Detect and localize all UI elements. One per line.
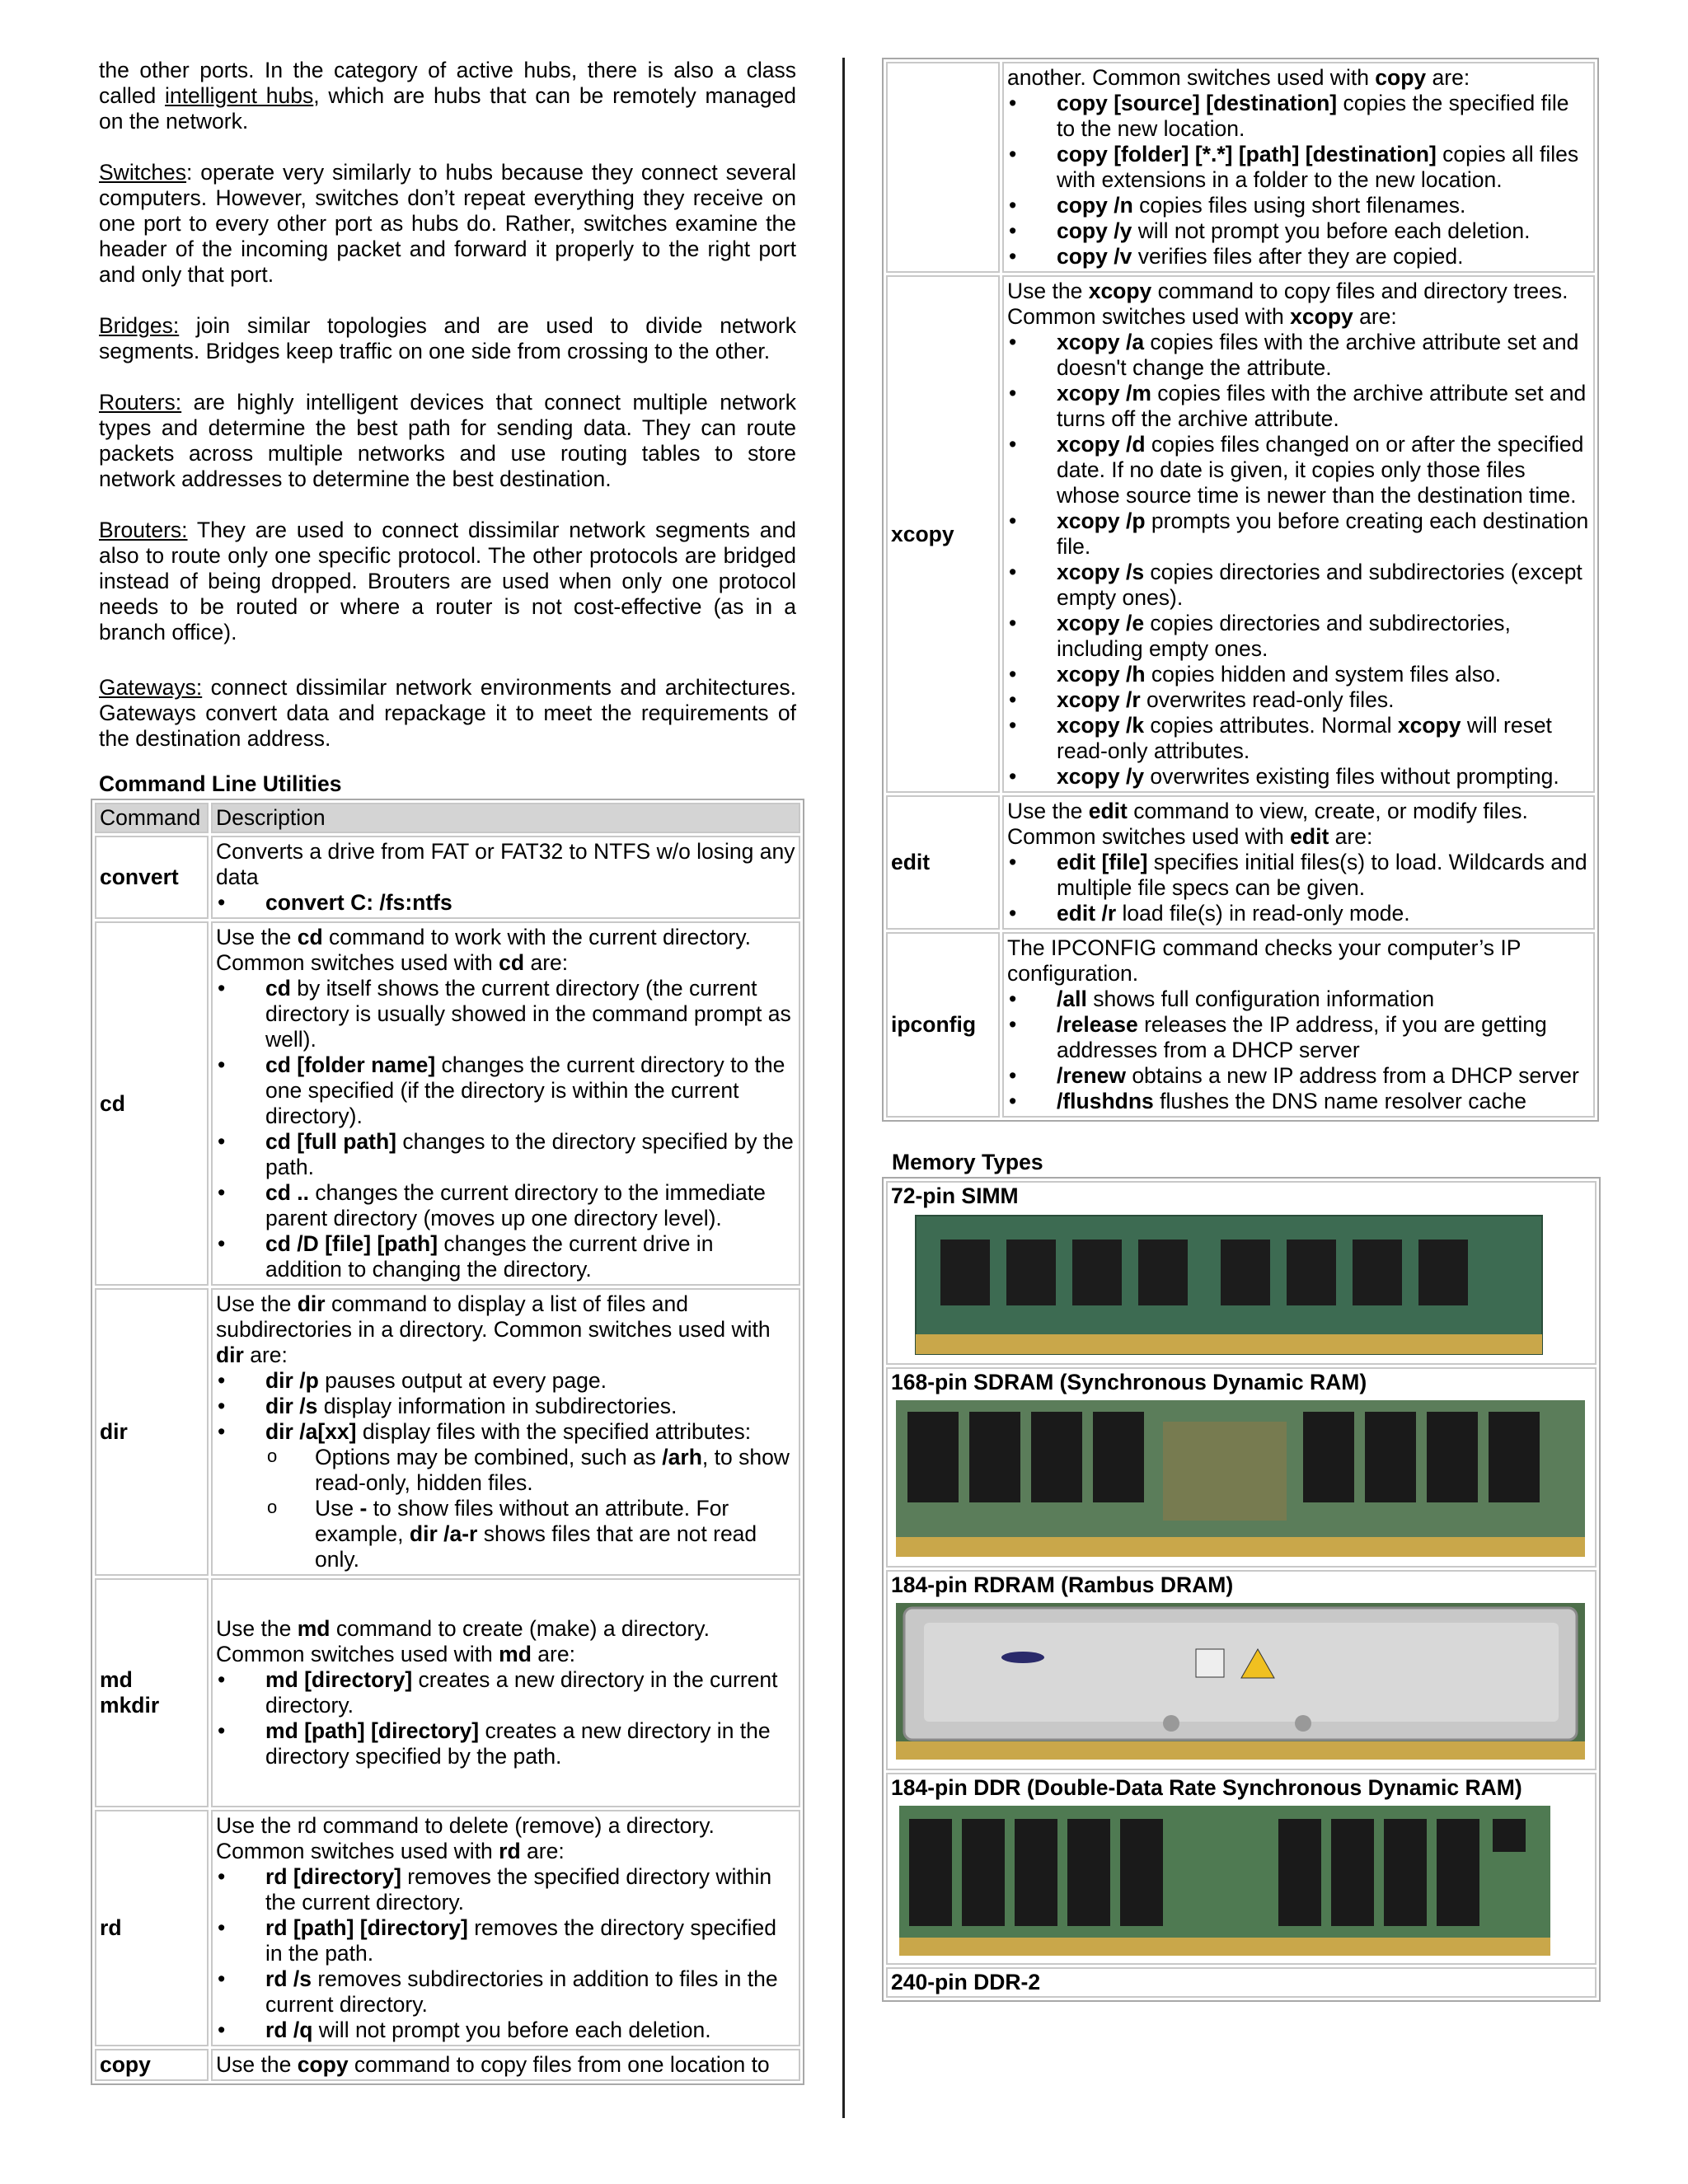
- command-description: Use the md command to create (make) a directory. Common switches used with md are: • md [directory] creates a new directory in the current directory. • md [path] [directory] creates a new directory in the directory specified by the path.: [211, 1578, 800, 1807]
- memory-row: [886, 1570, 1597, 1770]
- command-name: edit: [886, 795, 1000, 930]
- sub-list-item: o Options may be combined, such as /arh, to show read-only, hidden files.: [216, 1445, 795, 1496]
- list-item: • cd .. changes the current directory to the immediate parent directory (moves up one directory level).: [216, 1180, 795, 1231]
- command-table: [91, 799, 804, 2085]
- list-item: • cd [folder name] changes the current directory to the one specified (if the directory is within the current directory).: [216, 1052, 795, 1129]
- list-item: • /renew obtains a new IP address from a DHCP server: [1007, 1063, 1590, 1089]
- simm-module-image: [891, 1211, 1592, 1359]
- list-item: • rd /s removes subdirectories in addition to files in the current directory.: [216, 1966, 795, 2018]
- command-name: ipconfig: [886, 932, 1000, 1118]
- list-item: • rd [directory] removes the specified directory within the current directory.: [216, 1864, 795, 1915]
- command-description: Use the xcopy command to copy files and directory trees. Common switches used with xcopy are: • xcopy /a copies files with the archive attribute set and doesn't change the attribute. • xcopy /m copies files with the archive attribute set and turns off the archive attribute. • xcopy /d copies files changed on or after the specified date. If no date is given, it copies only those files whose source time is newer than the destination time. • xcopy /p prompts you before creating each destination file. • xcopy /s copies directories and subdirectories (except empty ones). • xcopy /e copies directories and subdirectories, including empty ones. • xcopy /h copies hidden and system files also. • xcopy /r overwrites read-only files. • xcopy /k copies attributes. Normal xcopy will reset read-only attributes. • xcopy /y overwrites existing files without prompting.: [1002, 275, 1595, 793]
- command-description: Use the rd command to delete (remove) a directory. Common switches used with rd are: • rd [directory] removes the specified directory within the current directory. • rd [path] [directory] removes the directory specified in the path. • rd /s removes subdirectories in addition to files in the current directory. • rd /q will not prompt you before each deletion.: [211, 1810, 800, 2046]
- table-row: [95, 1288, 800, 1576]
- command-name: cd: [95, 921, 209, 1286]
- list-item: • edit [file] specifies initial files(s) to load. Wildcards and multiple file specs can be given.: [1007, 850, 1590, 901]
- header-command: Command: [95, 803, 209, 833]
- list-item: • /flushdns flushes the DNS name resolver cache: [1007, 1089, 1590, 1114]
- table-row: [886, 275, 1595, 793]
- brouters-paragraph: Brouters: They are used to connect dissimilar network segments and also to route only one specific protocol. The other protocols are bridged instead of being dropped. Brouters are used when only one protocol needs to be routed or where a router is not cost-effective (as in a branch office).: [99, 518, 796, 644]
- table-row: [95, 836, 800, 919]
- list-item: • xcopy /m copies files with the archive attribute set and turns off the archive attribute.: [1007, 381, 1590, 432]
- list-item: • xcopy /y overwrites existing files without prompting.: [1007, 764, 1590, 790]
- command-description: another. Common switches used with copy are: • copy [source] [destination] copies the specified file to the new location. • copy [folder] [*.*] [path] [destination] copies all files with extensions in a folder to the new location. • copy /n copies files using short filenames. • copy /y will not prompt you before each deletion. • copy /v verifies files after they are copied.: [1002, 62, 1595, 273]
- command-description: Use the cd command to work with the current directory. Common switches used with cd are: • cd by itself shows the current directory (the current directory is usually showed in the command prompt as well). • cd [folder name] changes the current directory to the one specified (if the directory is within the current directory). • cd [full path] changes to the directory specified by the path. • cd .. changes the current directory to the immediate parent directory (moves up one directory level). • cd /D [file] [path] changes the current drive in addition to changing the directory.: [211, 921, 800, 1286]
- memory-label: 72-pin SIMM: [891, 1183, 1019, 1208]
- list-item: • /release releases the IP address, if you are getting addresses from a DHCP server: [1007, 1012, 1590, 1063]
- table-row: [95, 1578, 800, 1807]
- command-name: xcopy: [886, 275, 1000, 793]
- list-item: • md [path] [directory] creates a new directory in the directory specified by the path.: [216, 1718, 795, 1769]
- list-item: • copy /v verifies files after they are copied.: [1007, 244, 1590, 269]
- table-row: [95, 2049, 800, 2081]
- table-row: [95, 921, 800, 1286]
- command-description: The IPCONFIG command checks your computer’s IP configuration. • /all shows full configuration information • /release releases the IP address, if you are getting addresses from a DHCP server • /renew obtains a new IP address from a DHCP server • /flushdns flushes the DNS name resolver cache: [1002, 932, 1595, 1118]
- list-item: • convert C: /fs:ntfs: [216, 890, 795, 916]
- memory-label: 184-pin RDRAM (Rambus DRAM): [891, 1572, 1234, 1597]
- list-item: • copy [folder] [*.*] [path] [destination] copies all files with extensions in a folder to the new location.: [1007, 142, 1590, 193]
- list-item: • xcopy /p prompts you before creating each destination file.: [1007, 509, 1590, 560]
- command-description: Use the copy command to copy files from one location to: [211, 2049, 800, 2081]
- list-item: • rd /q will not prompt you before each deletion.: [216, 2018, 795, 2043]
- list-item: • dir /s display information in subdirectories.: [216, 1394, 795, 1419]
- left-column: [99, 58, 796, 2085]
- list-item: • cd by itself shows the current directory (the current directory is usually showed in the command prompt as well).: [216, 976, 795, 1052]
- table-row: [95, 1810, 800, 2046]
- table-row: [886, 932, 1595, 1118]
- section-title: Command Line Utilities: [99, 771, 342, 796]
- list-item: • xcopy /e copies directories and subdirectories, including empty ones.: [1007, 611, 1590, 662]
- command-name: rd: [95, 1810, 209, 2046]
- right-column: [882, 58, 1599, 2002]
- routers-paragraph: Routers: are highly intelligent devices that connect multiple network types and determine the best path for sending data. They can route packets across multiple networks and use routing tables to store network addresses to determine the best destination.: [99, 390, 796, 491]
- memory-row: [886, 1773, 1597, 1965]
- memory-row: [886, 1181, 1597, 1365]
- list-item: • copy /n copies files using short filenames.: [1007, 193, 1590, 218]
- memory-types-title: Memory Types: [892, 1150, 1043, 1174]
- bridges-paragraph: Bridges: join similar topologies and are used to divide network segments. Bridges keep traffic on one side from crossing to the other.: [99, 313, 796, 363]
- table-header-row: [95, 803, 800, 833]
- memory-label: 184-pin DDR (Double-Data Rate Synchronous Dynamic RAM): [891, 1775, 1522, 1800]
- list-item: • xcopy /d copies files changed on or after the specified date. If no date is given, it copies only those files whose source time is newer than the destination time.: [1007, 432, 1590, 509]
- list-item: • rd [path] [directory] removes the directory specified in the path.: [216, 1915, 795, 1966]
- header-description: Description: [211, 803, 800, 833]
- column-divider: [842, 58, 845, 2118]
- sub-list-item: o Use - to show files without an attribute. For example, dir /a-r shows files that are not read only.: [216, 1496, 795, 1572]
- command-table-continued: [882, 58, 1599, 1122]
- command-name: [886, 62, 1000, 273]
- list-item: • xcopy /h copies hidden and system files also.: [1007, 662, 1590, 687]
- sdram-module-image: [891, 1397, 1592, 1562]
- command-description: Converts a drive from FAT or FAT32 to NTFS w/o losing any data • convert C: /fs:ntfs: [211, 836, 800, 919]
- list-item: • xcopy /a copies files with the archive attribute set and doesn't change the attribute.: [1007, 330, 1590, 381]
- list-item: • xcopy /k copies attributes. Normal xcopy will reset read-only attributes.: [1007, 713, 1590, 764]
- memory-label: 168-pin SDRAM (Synchronous Dynamic RAM): [891, 1370, 1367, 1394]
- command-name: copy: [95, 2049, 209, 2081]
- list-item: • edit /r load file(s) in read-only mode.: [1007, 901, 1590, 926]
- command-name: convert: [95, 836, 209, 919]
- list-item: • dir /a[xx] display files with the specified attributes: o Options may be combined, such as /arh, to show read-only, hidden files. o Use - to show files without an attribute. For example, dir /a-r shows files that are not read only.: [216, 1419, 795, 1572]
- command-name: dir: [95, 1288, 209, 1576]
- list-item: • dir /p pauses output at every page.: [216, 1368, 795, 1394]
- list-item: • copy [source] [destination] copies the specified file to the new location.: [1007, 91, 1590, 142]
- list-item: • cd [full path] changes to the directory specified by the path.: [216, 1129, 795, 1180]
- memory-row: [886, 1967, 1597, 1998]
- memory-row: [886, 1367, 1597, 1568]
- intro-paragraph: the other ports. In the category of active hubs, there is also a class called intelligent hubs, which are hubs that can be remotely managed on the network.: [99, 58, 796, 134]
- list-item: • copy /y will not prompt you before each deletion.: [1007, 218, 1590, 244]
- list-item: • xcopy /r overwrites read-only files.: [1007, 687, 1590, 713]
- command-description: Use the dir command to display a list of files and subdirectories in a directory. Common switches used with dir are: • dir /p pauses output at every page. • dir /s display information in subdirectories. • dir /a[xx] display files with the specified attributes: o Options may be combined, such as /arh, to show read-only, hidden files. o Use - to show files without an attribute. For example, dir /a-r shows files that are not read only.: [211, 1288, 800, 1576]
- table-row: [886, 62, 1595, 273]
- memory-label: 240-pin DDR-2: [891, 1970, 1041, 1994]
- switches-paragraph: Switches: operate very similarly to hubs because they connect several computers. However, switches don’t repeat everything they receive on one port to every other port as hubs do. Rather, switches examine the header of the incoming packet and forward it properly to the right port and only that port.: [99, 160, 796, 287]
- gateways-paragraph: Gateways: connect dissimilar network environments and architectures. Gateways convert data and repackage it to meet the requirements of the destination address.: [99, 675, 796, 751]
- list-item: • /all shows full configuration information: [1007, 987, 1590, 1012]
- ddr-module-image: [891, 1802, 1592, 1959]
- list-item: • md [directory] creates a new directory in the current directory.: [216, 1667, 795, 1718]
- command-description: Use the edit command to view, create, or modify files. Common switches used with edit are: • edit [file] specifies initial files(s) to load. Wildcards and multiple file specs can be given. • edit /r load file(s) in read-only mode.: [1002, 795, 1595, 930]
- list-item: • cd /D [file] [path] changes the current drive in addition to changing the directory.: [216, 1231, 795, 1282]
- rdram-module-image: [891, 1600, 1592, 1765]
- list-item: • xcopy /s copies directories and subdirectories (except empty ones).: [1007, 560, 1590, 611]
- intelligent-hubs-term: intelligent hubs: [165, 83, 314, 108]
- command-name: md mkdir: [95, 1578, 209, 1807]
- memory-table: [882, 1177, 1601, 2002]
- table-row: [886, 795, 1595, 930]
